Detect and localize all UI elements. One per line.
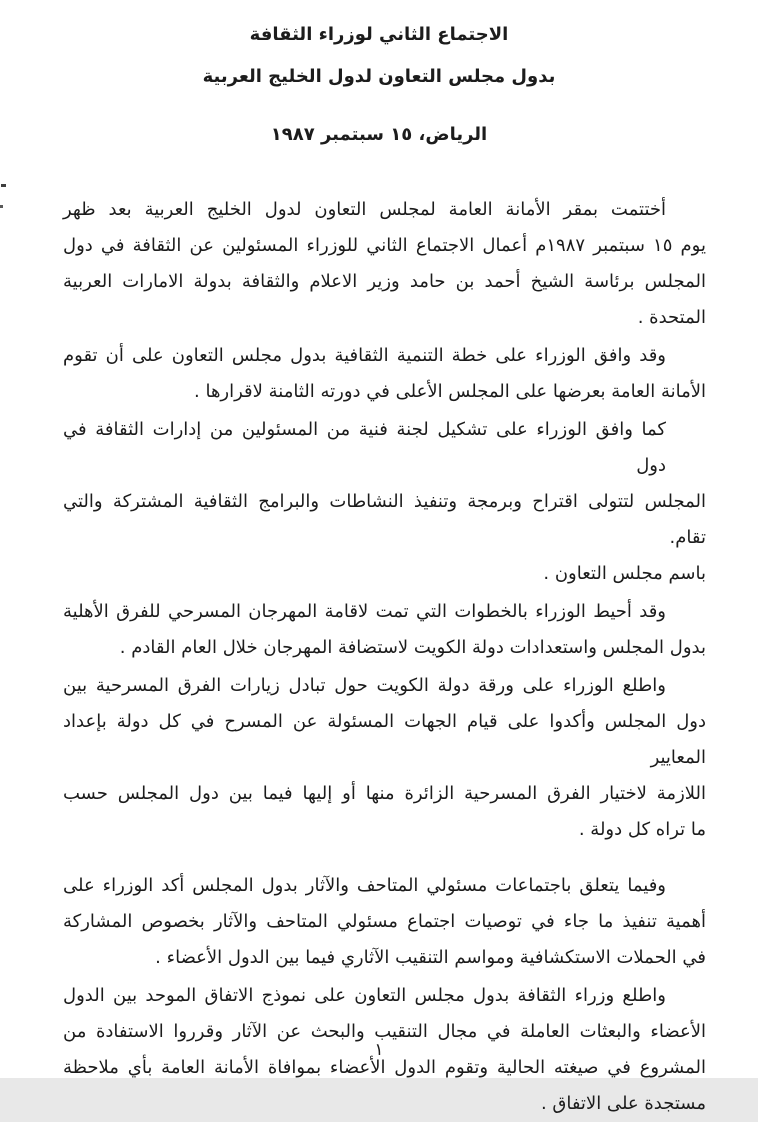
paragraph-line: باسم مجلس التعاون . bbox=[543, 563, 706, 584]
paragraph-line: واطلع وزراء الثقافة بدول مجلس التعاون على نموذج الاتفاق الموحد بين الدول bbox=[63, 985, 666, 1006]
paragraph-line: المجلس لتتولى اقتراح وبرمجة وتنفيذ النشاطات والبرامج الثقافية المشتركة والتي تقام. bbox=[63, 491, 706, 548]
paragraph bbox=[63, 868, 706, 976]
paragraph-line: مستجدة على الاتفاق . bbox=[540, 1093, 706, 1114]
document-header bbox=[0, 0, 758, 156]
document-date-line: الرياض، ١٥ سبتمبر ١٩٨٧ bbox=[270, 124, 488, 145]
paragraph bbox=[63, 412, 706, 592]
paragraph-line: أختتمت بمقر الأمانة العامة لمجلس التعاون لدول الخليج العربية بعد ظهر bbox=[63, 199, 666, 220]
paragraph-line: واطلع الوزراء على ورقة دولة الكويت حول تبادل زيارات الفرق المسرحية بين bbox=[63, 675, 666, 696]
paragraph-line: يوم ١٥ سبتمبر ١٩٨٧م أعمال الاجتماع الثاني للوزراء المسئولين عن الثقافة في دول bbox=[63, 235, 706, 256]
paragraph-line: وقد وافق الوزراء على خطة التنمية الثقافية بدول مجلس التعاون على أن تقوم bbox=[63, 345, 666, 366]
scan-speck bbox=[1, 184, 6, 187]
paragraph-line: المتحدة . bbox=[637, 307, 706, 328]
paragraph-line: في الحملات الاستكشافية ومواسم التنقيب الآثاري فيما بين الدول الأعضاء . bbox=[155, 947, 706, 968]
page-number: ١ bbox=[374, 1040, 384, 1060]
paragraph-line: دول المجلس وأكدوا على قيام الجهات المسئولة عن المسرح في كل دولة بإعداد المعايير bbox=[63, 711, 706, 768]
paragraph-line: كما وافق الوزراء على تشكيل لجنة فنية من المسئولين من إدارات الثقافة في دول bbox=[63, 419, 666, 476]
paragraph bbox=[63, 594, 706, 666]
scan-speck bbox=[0, 205, 3, 208]
paragraph-line: المشروع في صيغته الحالية وتقوم الدول الأعضاء بموافاة الأمانة العامة بأي ملاحظة bbox=[63, 1057, 706, 1078]
paragraph-line: ما تراه كل دولة . bbox=[578, 819, 706, 840]
paragraph-line: المجلس برئاسة الشيخ أحمد بن حامد وزير الاعلام والثقافة بدولة الامارات العربية bbox=[63, 271, 706, 292]
paragraph-line: وفيما يتعلق باجتماعات مسئولي المتاحف والآثار بدول المجلس أكد الوزراء على bbox=[63, 875, 666, 896]
paragraph bbox=[63, 338, 706, 410]
paragraph bbox=[63, 668, 706, 848]
paragraph-line: اللازمة لاختيار الفرق المسرحية الزائرة منها أو إليها فيما بين دول المجلس حسب bbox=[63, 783, 706, 804]
paragraph bbox=[63, 192, 706, 336]
paragraph-line: وقد أحيط الوزراء بالخطوات التي تمت لاقامة المهرجان المسرحي للفرق الأهلية bbox=[63, 601, 666, 622]
document-body bbox=[63, 192, 706, 1122]
paragraph-line: أهمية تنفيذ ما جاء في توصيات اجتماع مسئولي المتاحف والآثار بخصوص المشاركة bbox=[63, 911, 706, 932]
paragraph-line: الأمانة العامة بعرضها على المجلس الأعلى في دورته الثامنة لاقرارها . bbox=[194, 381, 706, 402]
paragraph-line: الأعضاء والبعثات العاملة في مجال التنقيب والبحث عن الآثار وقرروا الاستفادة من bbox=[63, 1021, 706, 1042]
paragraph-line: بدول المجلس واستعدادات دولة الكويت لاستضافة المهرجان خلال العام القادم . bbox=[119, 637, 706, 658]
document-title-line1: الاجتماع الثاني لوزراء الثقافة bbox=[249, 24, 509, 45]
document-title-line2: بدول مجلس التعاون لدول الخليج العربية bbox=[202, 66, 556, 87]
